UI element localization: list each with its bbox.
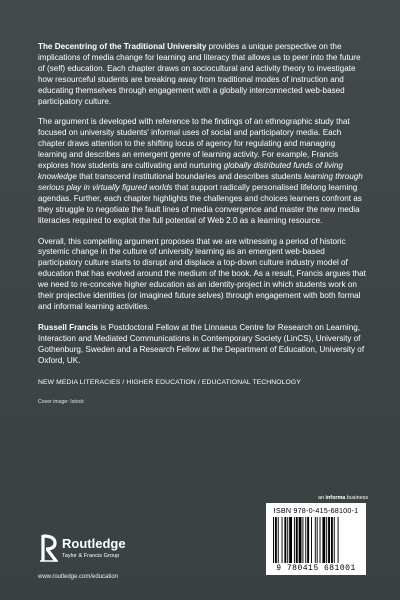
author-name: Russell Francis [38,322,99,332]
argument-italic-1: globally distributed funds of living knowledge [38,161,343,181]
informa-suffix: business [345,495,369,501]
routledge-r-icon [38,533,60,563]
subject-categories: NEW MEDIA LITERACIES / HIGHER EDUCATION / EDUCATIONAL TECHNOLOGY [38,379,301,387]
barcode-icon [273,517,361,563]
isbn-barcode-box [266,503,366,575]
author-paragraph [38,323,366,367]
intro-text: provides a unique perspective on the implications of media change for learning and literacy that allows us to peer into the future of (self) education. Each chapter draws on sociocultural and activity theory to investigate how resourceful students are breaking away from traditional modes of instruction and educating themselves through engagement with a globally interconnected web-based participatory culture. [38,42,361,106]
publisher-website: www.routledge.com/education [38,574,119,580]
argument-text-b: that transcend institutional boundaries and describes students [76,171,305,181]
informa-business-label [318,495,368,501]
informa-brand: informa [325,495,346,501]
overall-paragraph: Overall, this compelling argument proposes that we are witnessing a period of historic systemic change in the culture of university learning as an emergent web-based participatory culture starts to disrupt and displace a top-down culture industry model of education that has evolved around the medium of the book. As a result, Francis argues that we need to re-conceive higher education as an identity-project in which students work on their projective identities (or imagined future selves) through engagement with both formal and informal learning activities. [38,236,366,311]
blurb [38,42,366,408]
argument-text-c: that support radically personalised lifelong learning agendas. Further, each chapter highlights the challenges and choices learners confront as they struggle to negotiate the fault lines of media convergence and master the new media literacies required to exploit the full potential of Web 2.0 as a learning resource. [38,182,362,225]
publisher-name: Routledge [62,536,126,551]
publisher-logo [38,533,148,565]
author-bio: is Postdoctoral Fellow at the Linnaeus Centre for Research on Learning, Interaction and Mediated Communications in Contemporary Society (LinCS), University of Gothenburg, Sweden and a Research Fellow at the Department of Education, University of Oxford, UK. [38,322,365,365]
cover-credit: Cover image: Istock [38,399,84,406]
informa-prefix: an [318,495,326,501]
intro-paragraph [38,42,366,107]
publisher-group: Taylor & Francis Group [62,553,120,559]
book-title: The Decentring of the Traditional University [38,42,207,51]
isbn-label: ISBN 978-0-415-68100-1 [273,506,359,515]
argument-text-a: The argument is developed with reference to the findings of an ethnographic study that focused on university students' informal uses of social and participatory media. Each chapter draws attention to the shifting locus of agency for regulating and managing learning and describes an emergent genre of learning activity. For example, Francis explores how students are cultivating and nurturing [38,117,350,171]
argument-italic-2: learning through serious play in virtually figured worlds [38,171,363,192]
barcode-digits: 9 780415 681001 [276,564,356,573]
argument-paragraph [38,117,366,226]
